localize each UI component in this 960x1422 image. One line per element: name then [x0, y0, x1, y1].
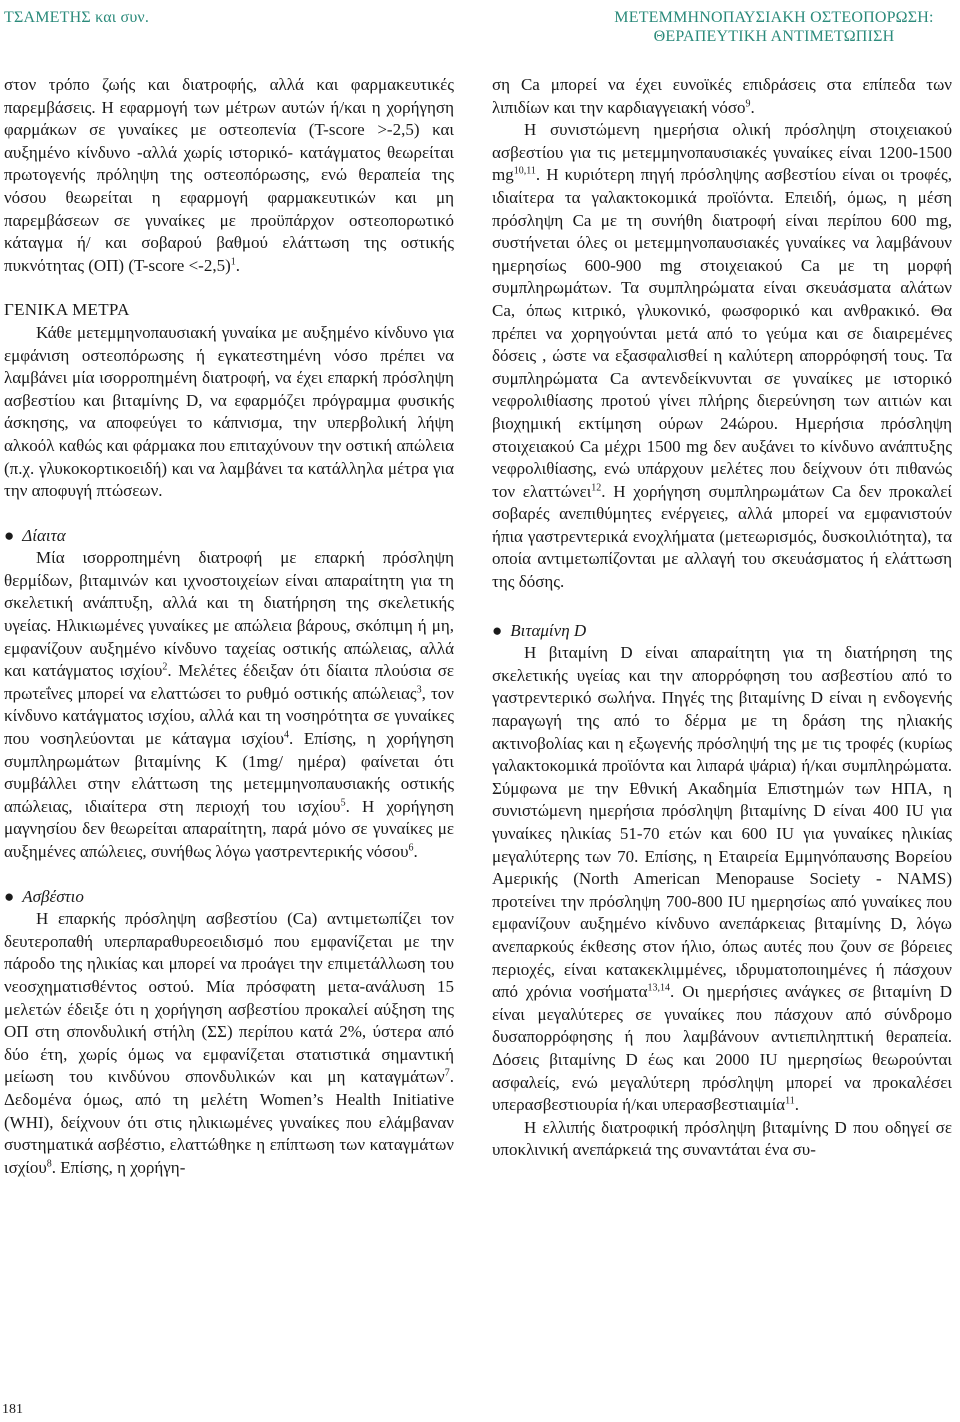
ref: 1: [230, 256, 236, 268]
running-header-title: [594, 8, 954, 46]
paragraph-vitamin-d: [492, 642, 952, 1116]
ref: 2: [162, 661, 168, 673]
text: . Μελέτες έδειξαν ότι δίαιτα πλούσια σε πρωτεΐνες μπορεί να ελαττώσει το ρυθμό οστικής απώλειας: [4, 661, 454, 703]
subsection-diet: [4, 525, 454, 548]
subsection-vitamin-d: [492, 620, 952, 643]
text: . Δεδομένα όμως, από τη μελέτη Women’s Health Initiative (WHI), δείχνουν ότι στις ηλικιωμένες γυναίκες που ελάμβαναν συστηματικά ασβέστιο, ελαττώθηκε η επίπτωση των καταγμάτων ισχίου: [4, 1067, 454, 1177]
paragraph-general-measures: Κάθε μετεμμηνοπαυσιακή γυναίκα με αυξημένο κίνδυνο για εμφάνιση οστεοπόρωσης ή εγκατεστημένη νόσο πρέπει να λαμβάνει μία ισορροπημένη διατροφή, να έχει επαρκή πρόσληψη ασβεστίου και βιταμίνης D, να εφαρμόζει πρόγραμμα φυσικής άσκησης, να αποφεύγει το κάπνισμα, την υπερβολική λήψη αλκοόλ καθώς και φάρμακα που επιταχύνουν την οστική απώλεια (π.χ. γλυκοκορτικοειδή) και να λαμβάνει τα κατάλληλα μέτρα για την αποφυγή πτώσεων.: [4, 322, 454, 501]
text: .: [235, 255, 240, 275]
text: στον τρόπο ζωής και διατροφής, αλλά και φαρμακευτικές παρεμβάσεις. Η εφαρμογή των μέτρων αυτών ή/και η χορήγηση φαρμάκων σε γυναίκες με οστεοπενία (T-score >-2,5) και αυξημένο κίνδυνο -αλλά χωρίς ιστορικό- κατάγματος θεωρείται πρωτογενής πρόληψη της οστεοπόρωσης, ενώ θεραπεία της νόσου θεωρείται η εφαρμογή φαρμακευτικών και μη παρεμβάσεων σε γυναίκες με προϋπάρχον οστεοπορωτικό κάταγμα ή/ και σοβαρού βαθμού ελάττωση της οστικής πυκνότητας (ΟΠ) (T-score <-2,5): [4, 75, 454, 275]
text: Η επαρκής πρόσληψη ασβεστίου (Ca) αντιμετωπίζει τον δευτεροπαθή υπερπαραθυρεοειδισμό που εμφανίζεται με την πάροδο της ηλικίας και μπορεί να προάγει την επιμετάλλωση του νεοσχηματισθέντος οστού. Μία πρόσφατη μετα-ανάλυση 15 μελετών έδειξε ότι η χορήγηση ασβεστίου προκαλεί αύξηση της ΟΠ στη σπονδυλική στήλη (ΣΣ) περίπου κατά 2%, ύστερα από δύο έτη, χωρίς όμως να εμφανίζεται στατιστικά σημαντική μείωση του κινδύνου σπονδυλικών και μη καταγμάτων: [4, 909, 454, 1087]
bullet-icon: ●: [492, 620, 503, 640]
subsection-title-diet: Δίαιτα: [22, 525, 66, 545]
text: .: [794, 1095, 799, 1115]
ref: 10,11: [513, 165, 536, 177]
ref: 7: [444, 1067, 450, 1079]
ref: 6: [408, 842, 414, 854]
paragraph-calcium: [4, 908, 454, 1179]
ref: 4: [284, 729, 289, 741]
text: . Η κυριότερη πηγή πρόσληψης ασβεστίου είναι οι τροφές, ιδιαίτερα τα γαλακτοκομικά προϊόντα. Επειδή, όμως, η μέση πρόσληψη Ca με τη συνήθη διατροφή είναι περίπου 600 mg, συστήνεται όλες οι μετεμμηνοπαυσιακές γυναίκες να λαμβάνουν ημερησίως 600-900 mg στοιχειακού Ca με τη μορφή συμπληρωμάτων. Τα συμπληρώματα είναι σκευάσματα αλάτων Ca, όπως κιτρικό, γλυκονικό, φωσφορικό και ανθρακικό. Θα πρέπει να χορηγούνται μετά από το γεύμα και σε διαιρεμένες δόσεις , ώστε να εξασφαλισθεί η καλύτερη απορρόφησή τους. Τα συμπληρώματα Ca αντενδείκνυνται σε γυναίκες με ιστορικό νεφρολιθίασης προτού γίνει πλήρης διερεύνηση των αιτιών και βιοχημική εκτίμηση ούρων 24ώρου. Ημερήσια πρόσληψη στοιχειακού Ca μέχρι 1500 mg δεν αυξάνει το κίνδυνο ανάπτυξης νεφρολιθίασης, ενώ υπάρχουν μελέτες που δείχνουν ότι πιθανώς τον ελαττώνει: [492, 165, 952, 501]
text: , τον κίνδυνο κατάγματος ισχίου, αλλά και τη νοσηρότητα σε γυναίκες που νοσηλεύονται με κάταγμα ισχίου: [4, 683, 454, 749]
text: . Επίσης, η χορήγηση συμπληρωμάτων βιταμίνης Κ (1mg/ ημέρα) φαίνεται ότι συμβάλλει στην ελάττωση της μετεμμηνοπαυσιακής οστικής απώλειας, ιδιαίτερα στη περιοχή του ισχίου: [4, 729, 454, 816]
ref: 11: [785, 1095, 795, 1107]
ref: 12: [591, 482, 602, 494]
text: Η βιταμίνη D είναι απαραίτητη για τη διατήρηση της σκελετικής υγείας και την απορρόφηση του ασβεστίου από το γαστρεντερικό σωλήνα. Πηγές της βιταμίνης D είναι η ενδογενής παραγωγή της από το δέρμα με τη δράση της ηλιακής ακτινοβολίας και η εξωγενής πρόσληψή της με τις τροφές (κυρίως γαλακτοκομικά προϊόντα και λιπαρά ψάρια) ή/και συμπληρώματα. Σύμφωνα με την Εθνική Ακαδημία Επιστημών των ΗΠΑ, η συνιστώμενη ημερήσια πρόσληψη βιταμίνης D είναι 400 IU για γυναίκες ηλικίας 51-70 ετών και 600 IU για γυναίκες ηλικίας μεγαλύτερης των 70. Επίσης, η Εταιρεία Εμμηνόπαυσης Βορείου Αμερικής (North American Menopause Society - NAMS) προτείνει την πρόσληψη 700-800 IU ημερησίως από γυναίκες που εμφανίζουν αυξημένο κίνδυνο ανεπάρκειας βιταμίνης D, λόγω ανεπαρκούς έκθεσης στον ήλιο, όπως αυτές που ζουν σε βόρειες περιοχές, είναι κατακεκλιμμένες, ιδρυματοποιημένες ή πάσχουν από χρόνια νοσήματα: [492, 643, 952, 1002]
text: Μία ισορροπημένη διατροφή με επαρκή πρόσληψη θερμίδων, βιταμινών και ιχνοστοιχείων είναι απαραίτητη για τη σκελετική ανάπτυξη, αλλά και τη διατήρηση της σκελετικής υγείας. Ηλικιωμένες γυναίκες με απώλεια βάρους, σκόπιμη ή μη, εμφανίζουν αυξημένο κίνδυνο ταχείας οστικής απώλειας, αλλά και κατάγματος ισχίου: [4, 548, 454, 681]
ref: 9: [745, 97, 751, 109]
running-header-authors: ΤΣΑΜΕΤΗΣ και συν.: [4, 9, 150, 26]
left-column: [4, 74, 454, 1179]
section-title-general-measures: ΓΕΝΙΚΑ ΜΕΤΡΑ: [4, 300, 130, 320]
right-column: [492, 74, 952, 1162]
text: .: [413, 842, 418, 861]
text: ση Ca μπορεί να έχει ευνοϊκές επιδράσεις στα επίπεδα των λιπιδίων και την καρδιαγγειακή νόσο: [492, 75, 952, 117]
text: Η συνιστώμενη ημερήσια ολική πρόσληψη στοιχειακού ασβεστίου για τις μετεμμηνοπαυσιακές γυναίκες είναι 1200-1500 mg: [492, 120, 952, 185]
text: . Επίσης, η χορήγη-: [51, 1157, 186, 1177]
bullet-icon: ●: [4, 525, 15, 545]
ref: 5: [340, 797, 346, 809]
paragraph-diet: [4, 547, 454, 863]
paragraph-calcium-cont: [492, 74, 952, 119]
page-number: 181: [2, 1402, 23, 1417]
paragraph-vitamin-d-deficiency: Η ελλιπής διατροφική πρόσληψη βιταμίνης D που οδηγεί σε υποκλινική ανεπάρκειά της συναντάται ένα συ-: [492, 1117, 952, 1160]
bullet-icon: ●: [4, 886, 15, 906]
text: . Η χορήγηση συμπληρωμάτων Ca δεν προκαλεί σοβαρές ανεπιθύμητες ενέργειες, αλλά μπορεί να εμφανιστούν ήπια γαστρεντερικά ενοχλήματα (μετεωρισμός, δυσκοιλιότητα), τα οποία αντιμετωπίζονται με αλλαγή του σκευάσματος ή ελάττωση της δόσης.: [492, 481, 952, 592]
subsection-title-calcium: Ασβέστιο: [22, 886, 84, 906]
ref: 3: [416, 684, 422, 696]
ref: 13,14: [647, 982, 671, 994]
paragraph-calcium-intake: [492, 119, 952, 593]
paragraph-intro: [4, 74, 454, 277]
ref: 8: [46, 1158, 52, 1170]
subsection-calcium: [4, 886, 454, 909]
running-header-title-line2: ΘΕΡΑΠΕΥΤΙΚΗ ΑΝΤΙΜΕΤΩΠΙΣΗ: [653, 28, 895, 45]
text: . Οι ημερήσιες ανάγκες σε βιταμίνη D είναι μεγαλύτερες σε γυναίκες που πάσχουν από σύνδρομο δυσαπορρόφησης ή που λαμβάνουν αντιεπιληπτική θεραπεία. Δόσεις βιταμίνης D έως και 2000 IU ημερησίως θεωρούνται ασφαλείς, ενώ μεγαλύτερη πρόσληψη μπορεί να προκαλέσει υπερασβεστιουρία ή/και υπερασβεστιαιμία: [492, 982, 953, 1115]
text: .: [750, 97, 755, 117]
text: . Η χορήγηση μαγνησίου δεν θεωρείται απαραίτητη, παρά μόνο σε γυναίκες με αυξημένες απώλειες, συνήθως λόγω γαστρεντερικής νόσου: [4, 796, 454, 861]
running-header-title-line1: ΜΕΤΕΜΜΗΝΟΠΑΥΣΙΑΚΗ ΟΣΤΕΟΠΟΡΩΣΗ:: [614, 9, 934, 26]
subsection-title-vitamin-d: Βιταμίνη D: [510, 620, 587, 640]
